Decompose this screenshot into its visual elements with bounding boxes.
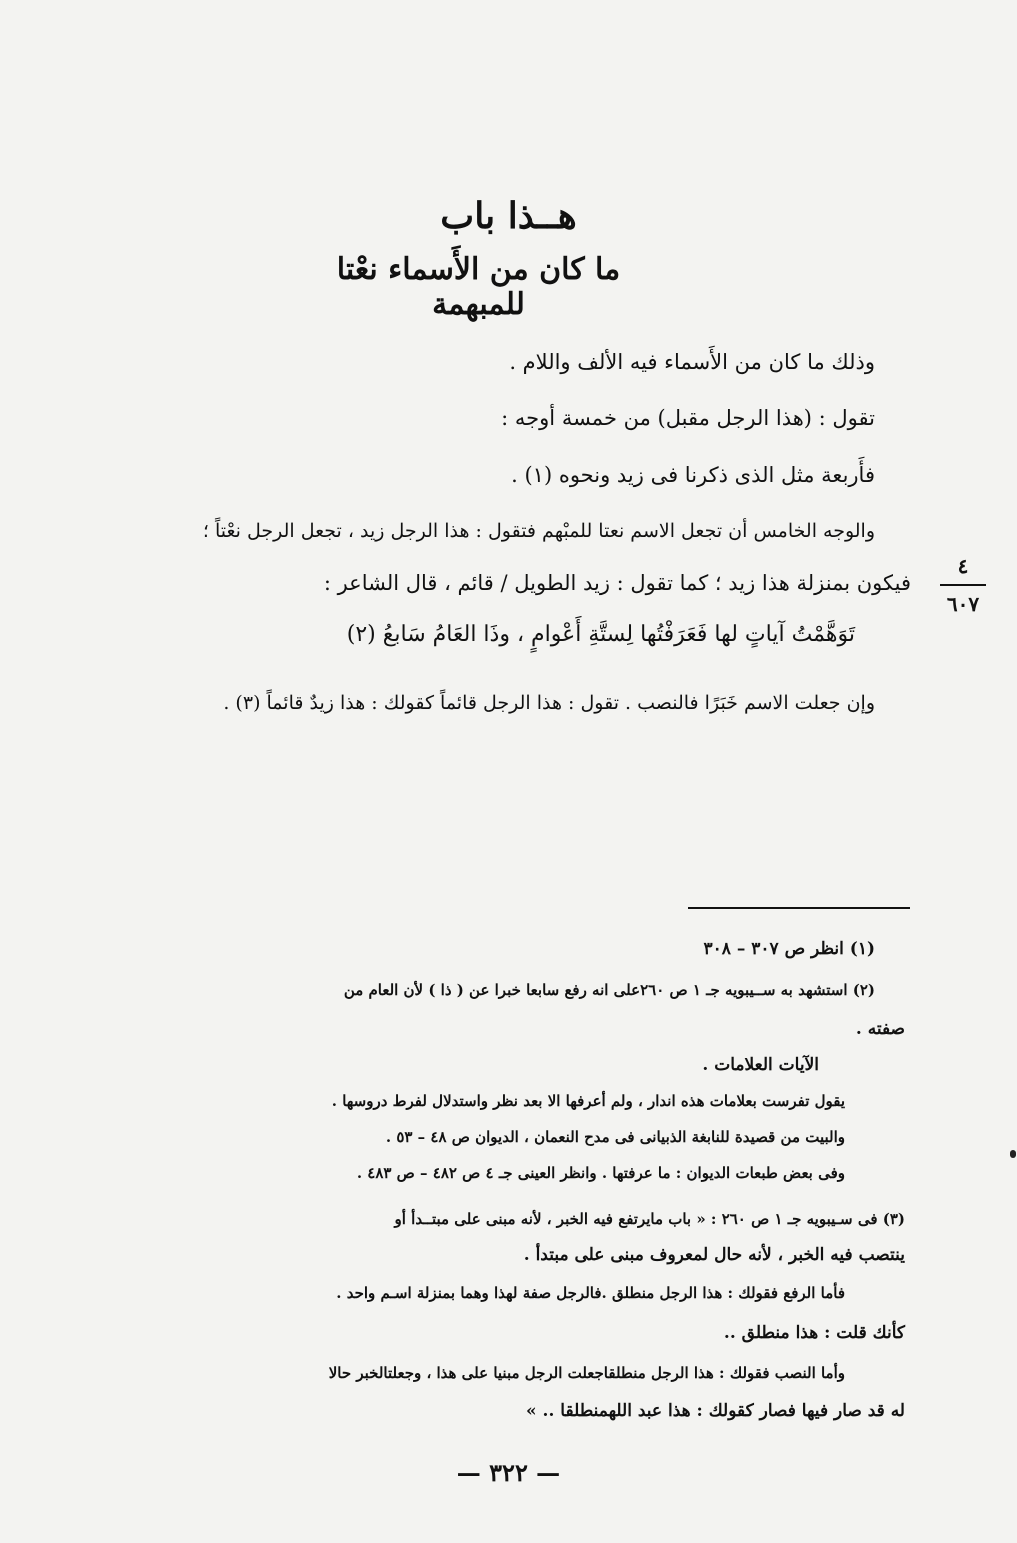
body-line-4: والوجه الخامس أن تجعل الاسم نعتا للمبْهم فتقول : هذا الرجل زيد ، تجعل الرجل نعْتاً ؛ [202, 520, 875, 542]
footnote-2-gloss: الآيات العلامات . [702, 1055, 819, 1075]
footnote-2-variant: وفى بعض طبعات الديوان : ما عرفتها . وانظر العينى جـ ٤ ص ٤٨٢ – ص ٤٨٣ . [356, 1164, 845, 1182]
page-number: — ٣٢٢ — [456, 1458, 561, 1487]
footnote-2-source: والبيت من قصيدة للنابغة الذبيانى فى مدح النعمان ، الديوان ص ٤٨ – ٥٣ . [385, 1128, 845, 1146]
body-line-3: فأَربعة مثل الذى ذكرنا فى زيد ونحوه (١) . [511, 463, 875, 487]
chapter-subtitle: ما كان من الأَسماء نعْتا للمبهمة [336, 252, 621, 322]
margin-ref-page: ٦٠٧ [946, 592, 980, 616]
chapter-title: هــذا باب [440, 195, 577, 237]
poem-verse: تَوَهَّمْتُ آياتٍ لها فَعَرَفْتُها لِستَّةِ أَعْوامٍ ، وذَا العَامُ سَابعُ (٢) [346, 622, 855, 647]
footnote-3-cont-5: له قد صار فيها فصار كقولك : هذا عبد اللهمنطلقا .. » [525, 1401, 905, 1421]
body-line-1: وذلك ما كان من الأَسماء فيه الألف واللام . [509, 350, 875, 374]
body-line-7: وإن جعلت الاسم خَبَرًا فالنصب . تقول : هذا الرجل قائماً كقولك : هذا زيدٌ قائماً (٣) . [223, 692, 875, 714]
footnote-3-cont-2: فأما الرفع فقولك : هذا الرجل منطلق .فالرجل صفة لهذا وهما بمنزلة اسـم واحد . [336, 1284, 845, 1302]
footnote-2: (٢) استشهد به ســيبويه جـ ١ ص ٢٦٠على انه رفع سابعا خبرا عن ( ذا ) لأن العام من [343, 981, 875, 999]
footnote-separator [688, 907, 910, 909]
footnote-3-cont-1: ينتصب فيه الخبر ، لأنه حال لمعروف مبنى على مبتدأ . [523, 1245, 905, 1265]
footnote-3: (٣) فى سـيبويه جـ ١ ص ٢٦٠ : « باب مايرتفع فيه الخبر ، لأنه مبنى على مبتــدأ أو [394, 1210, 905, 1228]
footnote-2-explanation: يقول تفرست بعلامات هذه اندار ، ولم أعرفها الا بعد نظر واستدلال لفرط دروسها . [331, 1092, 845, 1110]
margin-page-reference [938, 552, 988, 618]
scan-mark [1010, 1150, 1016, 1158]
footnote-3-cont-4: وأما النصب فقولك : هذا الرجل منطلقاجعلت الرجل مبنيا على هذا ، وجعلتالخبر حالا [328, 1364, 845, 1382]
footnote-3-cont-3: كأنك قلت : هذا منطلق .. [723, 1323, 905, 1343]
margin-ref-divider [940, 584, 986, 586]
footnote-1: (١) انظر ص ٣٠٧ – ٣٠٨ [703, 939, 875, 959]
margin-ref-volume: ٤ [957, 554, 969, 578]
footnote-2-cont: صفته . [855, 1019, 905, 1039]
body-line-5: فيكون بمنزلة هذا زيد ؛ كما تقول : زيد الطويل / قائم ، قال الشاعر : [323, 571, 911, 595]
body-line-2: تقول : (هذا الرجل مقبل) من خمسة أوجه : [501, 406, 875, 430]
